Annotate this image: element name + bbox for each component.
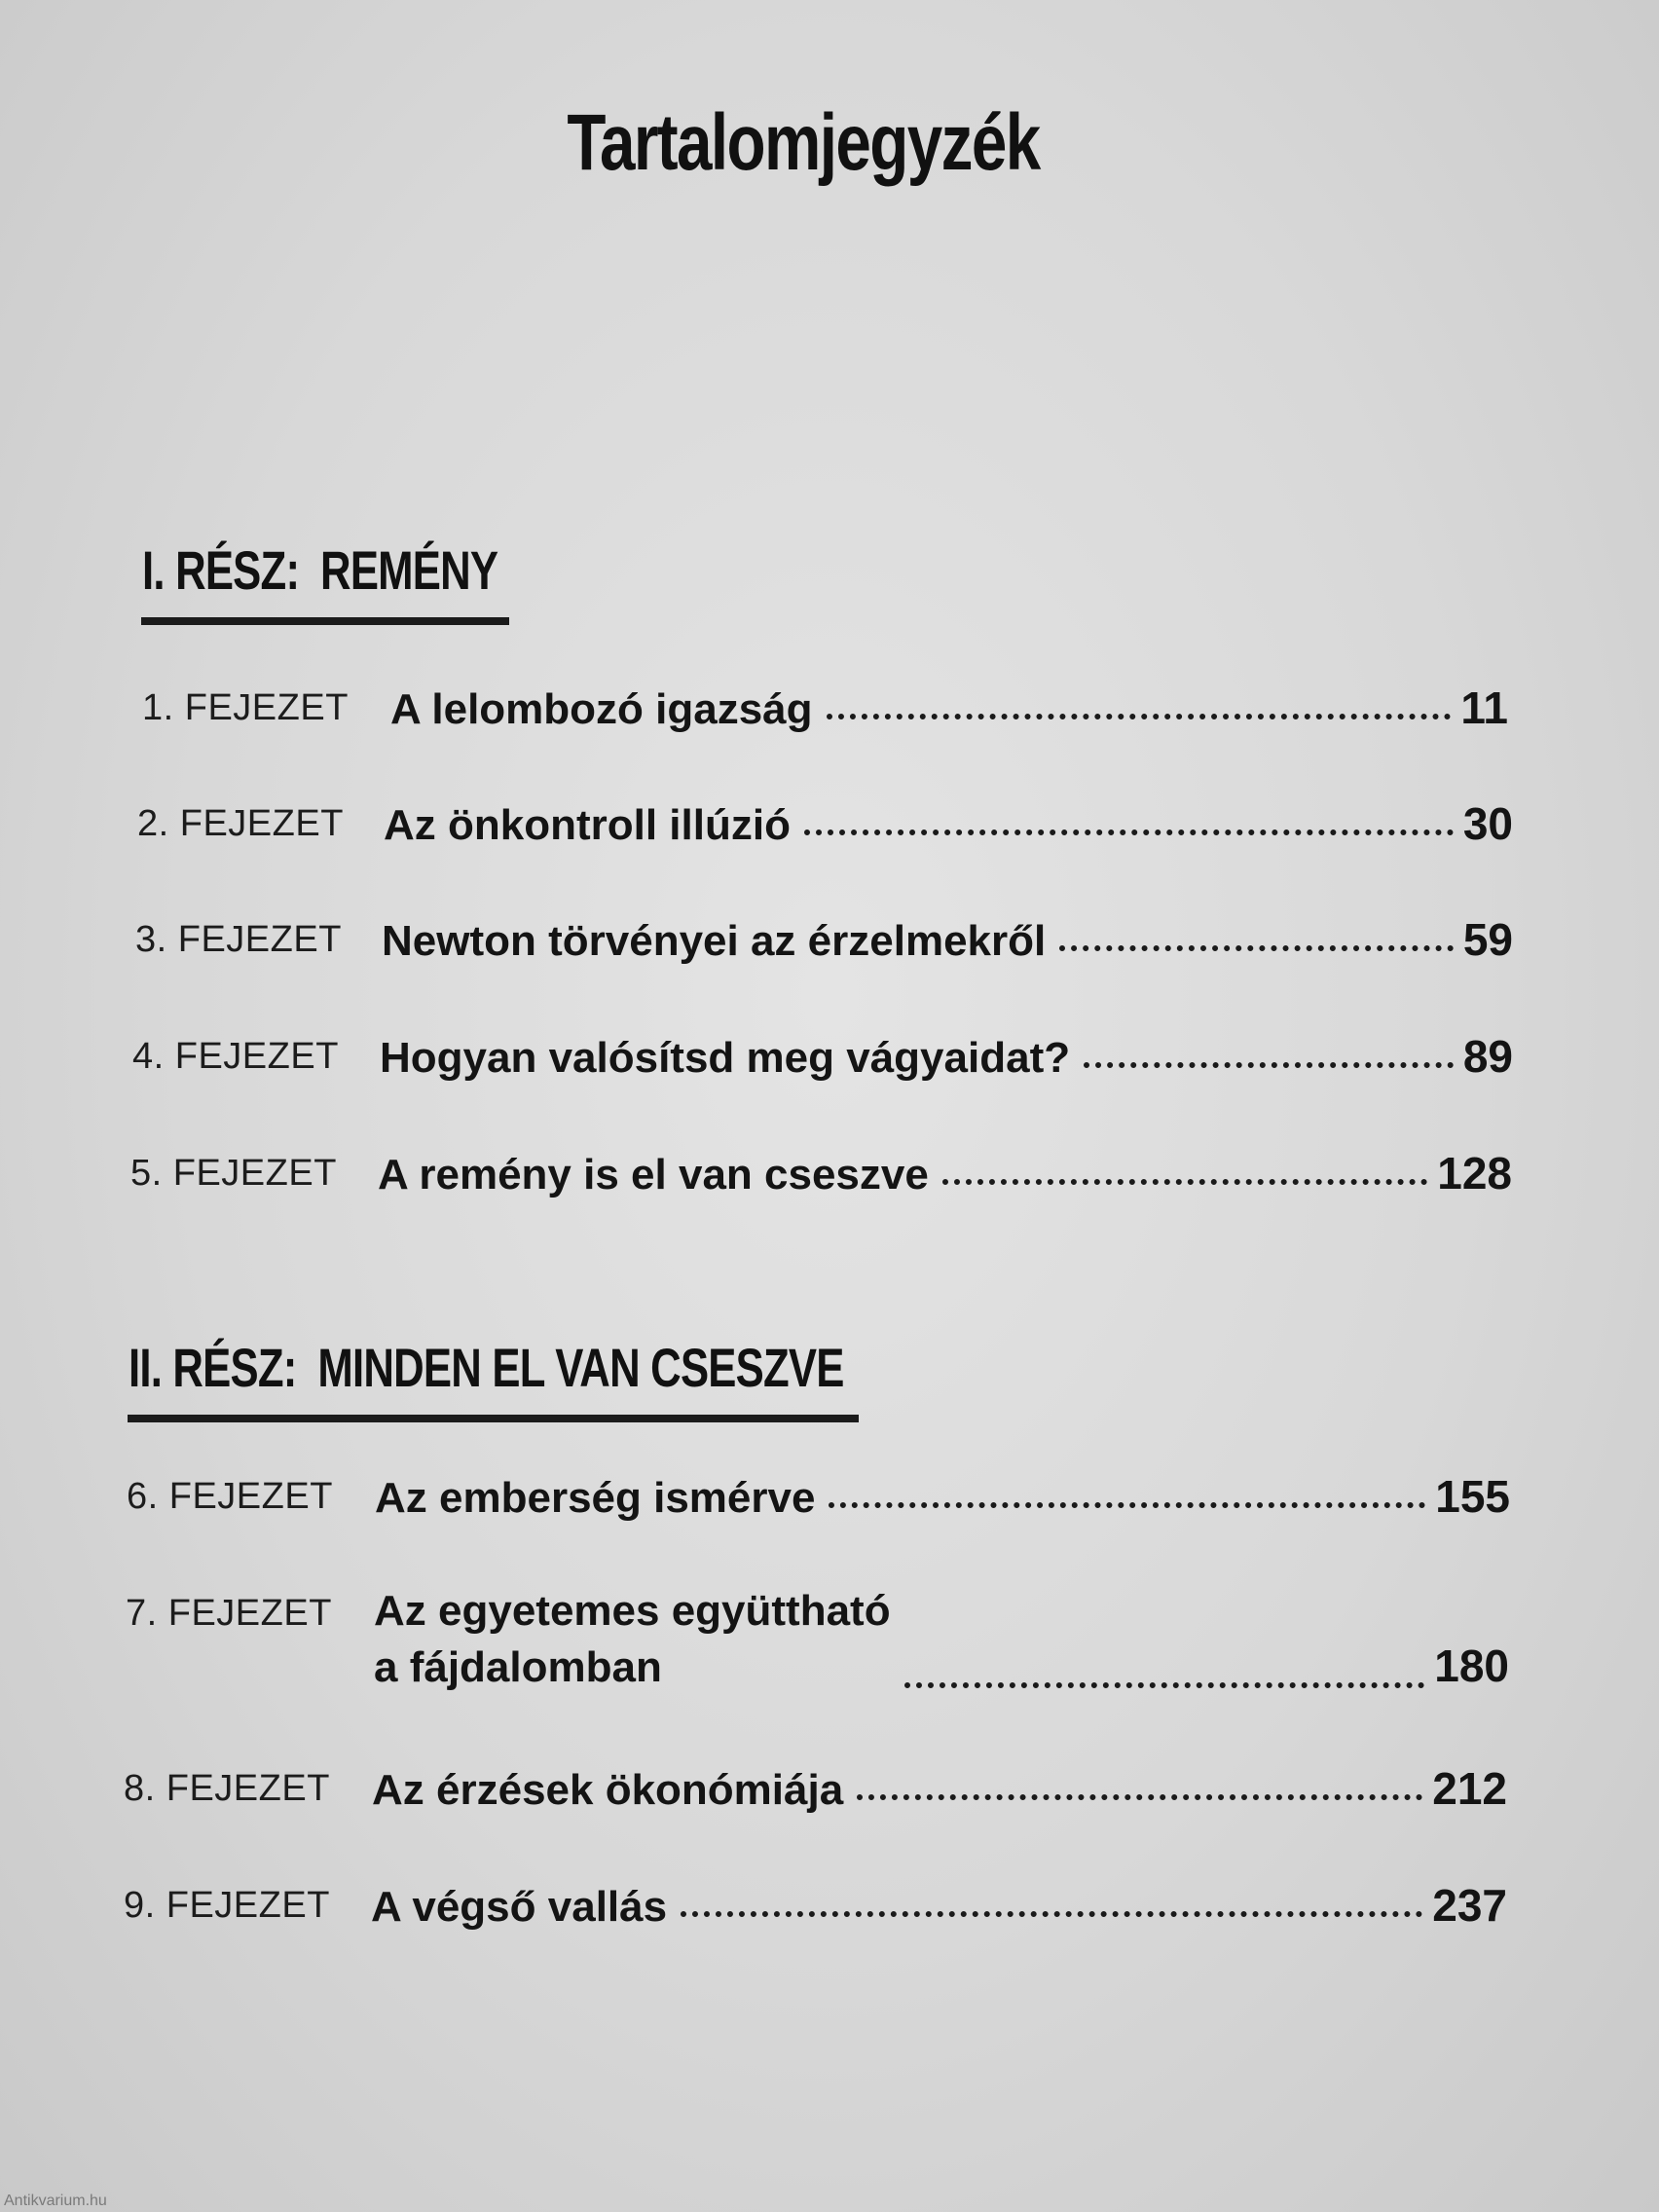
dot-leader: [857, 1794, 1422, 1800]
part-name: REMÉNY: [320, 539, 498, 601]
toc-entry[interactable]: [0, 1587, 1659, 1723]
dot-leader: [804, 830, 1454, 835]
chapter-label: 2. FEJEZET: [137, 803, 344, 844]
page-number: 89: [1462, 1031, 1513, 1082]
chapter-label: 7. FEJEZET: [126, 1593, 332, 1634]
dot-leader: [829, 1502, 1425, 1508]
chapter-label: 6. FEJEZET: [127, 1476, 333, 1517]
page-number: 212: [1432, 1763, 1507, 1814]
page-number: 11: [1460, 682, 1508, 733]
chapter-label: 9. FEJEZET: [124, 1885, 330, 1926]
dot-leader: [681, 1911, 1422, 1917]
part-underline: [141, 617, 509, 625]
chapter-title-line1: Az egyetemes együttható: [374, 1587, 891, 1635]
dot-leader: [904, 1682, 1425, 1688]
dot-leader: [942, 1179, 1427, 1185]
part-name: MINDEN EL VAN CSESZVE: [317, 1337, 844, 1398]
part-underline: [128, 1415, 859, 1422]
chapter-label: 8. FEJEZET: [124, 1768, 330, 1809]
page-number: 180: [1434, 1641, 1509, 1691]
toc-entry[interactable]: [0, 1030, 1659, 1098]
chapter-title: Az önkontroll illúzió: [384, 801, 791, 849]
page-number: 155: [1435, 1471, 1510, 1522]
chapter-title: A végső vallás: [371, 1883, 668, 1931]
dot-leader: [827, 714, 1452, 719]
chapter-label: 4. FEJEZET: [132, 1036, 339, 1077]
part-label: I. RÉSZ:: [142, 539, 300, 601]
toc-entry[interactable]: [0, 913, 1659, 981]
toc-entry[interactable]: [0, 1470, 1659, 1538]
page-title: Tartalomjegyzék: [567, 98, 1040, 187]
part-heading: [142, 538, 498, 602]
chapter-title: Newton törvényei az érzelmekről: [382, 917, 1047, 965]
chapter-title: Az érzések ökonómiája: [372, 1766, 844, 1814]
part-heading: [129, 1336, 844, 1399]
dot-leader: [1084, 1062, 1454, 1068]
chapter-title: A remény is el van cseszve: [378, 1151, 929, 1198]
chapter-title-line2: a fájdalomban: [374, 1643, 662, 1691]
toc-entry[interactable]: [0, 1879, 1659, 1947]
part-label: II. RÉSZ:: [129, 1337, 297, 1398]
page-number: 30: [1462, 798, 1513, 849]
chapter-label: 5. FEJEZET: [130, 1153, 337, 1194]
toc-entry[interactable]: [0, 797, 1659, 866]
chapter-label: 3. FEJEZET: [135, 919, 342, 960]
chapter-title: Hogyan valósítsd meg vágyaidat?: [380, 1034, 1071, 1082]
toc-entry[interactable]: [0, 1147, 1659, 1215]
chapter-label: 1. FEJEZET: [142, 687, 349, 728]
page-number: 237: [1432, 1880, 1507, 1931]
page-number: 59: [1462, 914, 1513, 965]
chapter-title: [374, 1587, 891, 1692]
toc-entry[interactable]: [0, 682, 1659, 750]
page-number: 128: [1437, 1148, 1512, 1198]
chapter-title: Az emberség ismérve: [375, 1474, 816, 1522]
toc-entry[interactable]: [0, 1762, 1659, 1830]
watermark: Antikvarium.hu: [4, 2193, 107, 2209]
chapter-title: A lelombozó igazság: [390, 685, 813, 733]
dot-leader: [1059, 945, 1454, 951]
